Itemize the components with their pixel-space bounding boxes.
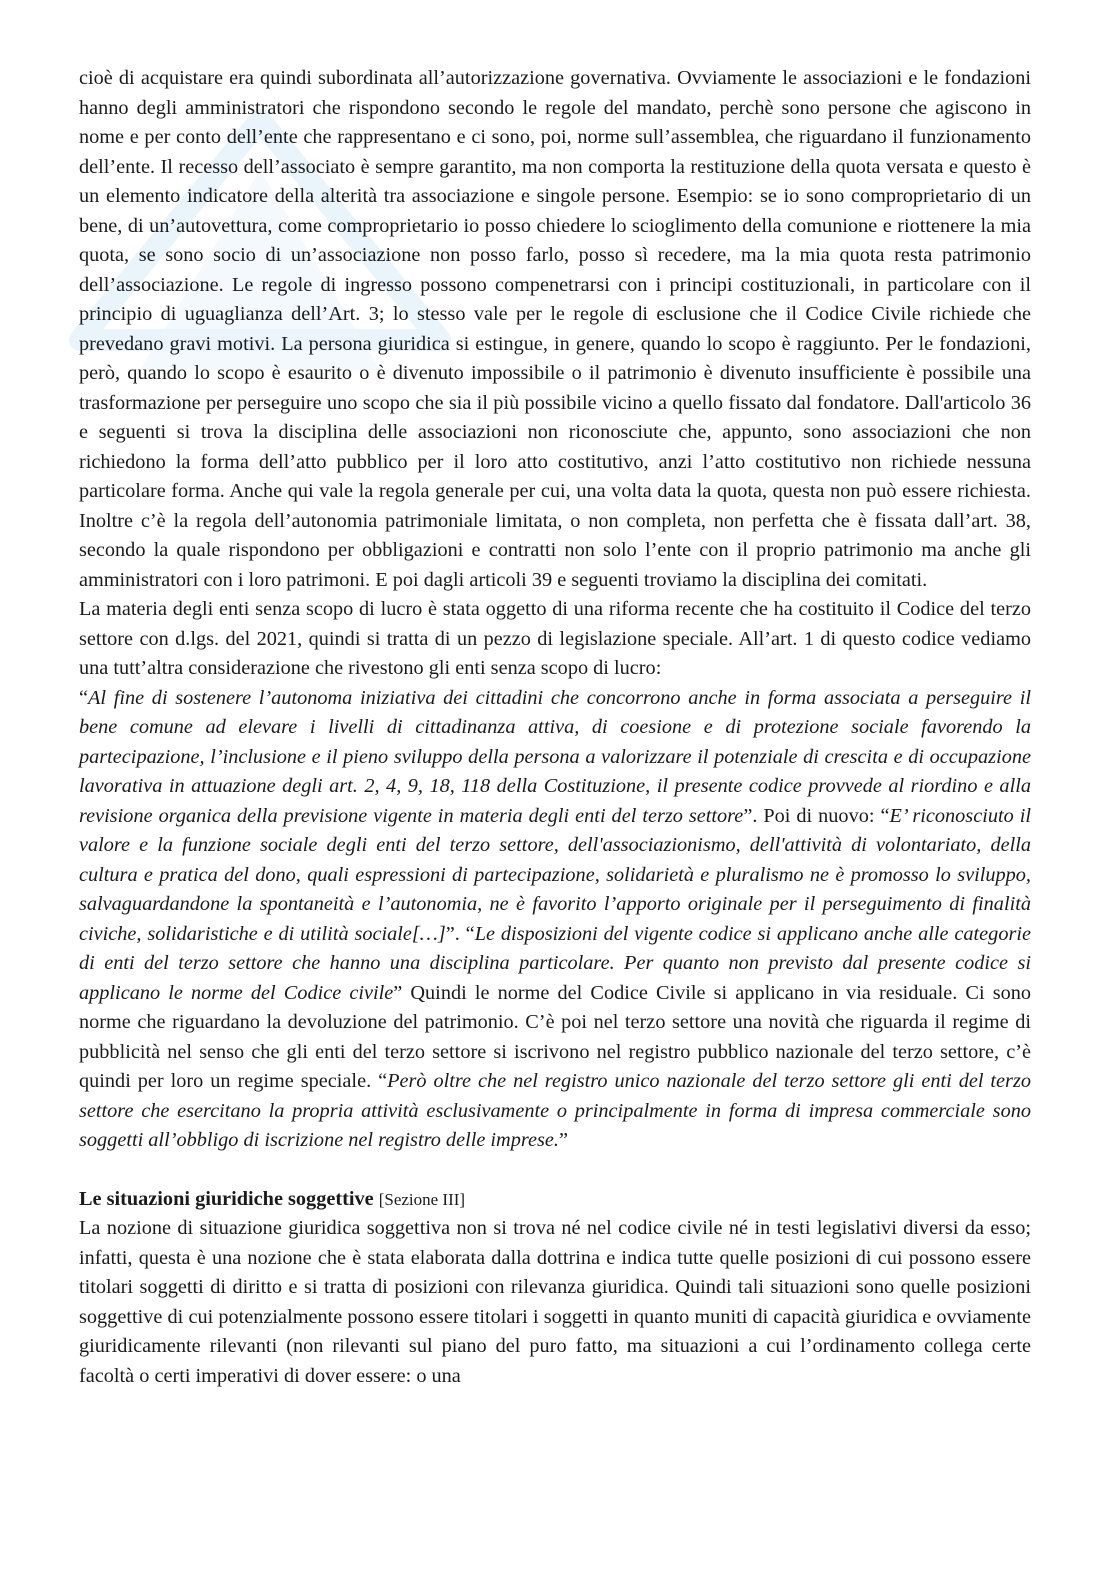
quote-registro: Però oltre che nel registro unico nazionale del terzo settore gli enti del terzo settore che esercitano la propria attività esclusivamente o principalmente in forma di impresa commerciale sono soggetti all’obbligo di iscrizione nel registro delle imprese.	[79, 1070, 1031, 1151]
section-label: [Sezione III]	[378, 1189, 466, 1209]
paragraph-1: cioè di acquistare era quindi subordinata all’autorizzazione governativa. Ovviamente le associazioni e le fondazioni hanno degli amministratori che rispondono secondo le regole del mandato, perchè sono persone che agiscono in nome e per conto dell’ente che rappresentano e ci sono, poi, norme sull’assemblea, che riguardano il funzionamento dell’ente. Il recesso dell’associato è sempre garantito, ma non comporta la restituzione della quota versata e questo è un elemento indicatore della alterità tra associazione e singole persone. Esempio: se io sono comproprietario di un bene, di un’autovettura, come comproprietario io posso chiedere lo scioglimento della comunione e riottenere la mia quota, se sono socio di un’associazione non posso farlo, posso sì recedere, ma la mia quota resta patrimonio dell’associazione. Le regole di ingresso possono compenetrarsi con i principi costituzionali, in particolare con il principio di uguaglianza dell’Art. 3; lo stesso vale per le regole di esclusione che il Codice Civile richiede che prevedano gravi motivi. La persona giuridica si estingue, in genere, quando lo scopo è raggiunto. Per le fondazioni, però, quando lo scopo è esaurito o è divenuto impossibile o il patrimonio è divenuto insufficiente è possibile una trasformazione per perseguire uno scopo che sia il più possibile vicino a quello fissato dal fondatore. Dall'articolo 36 e seguenti si trova la disciplina delle associazioni non riconosciute che, appunto, sono associazioni che non richiedono la forma dell’atto pubblico per il loro atto costitutivo, anzi l’atto costitutivo non richiede nessuna particolare forma. Anche qui vale la regola generale per cui, una volta data la quota, questa non può essere richiesta. Inoltre c’è la regola dell’autonomia patrimoniale limitata, o non completa, non perfetta che è fissata dall’art. 38, secondo la quale rispondono per obbligazioni e contratti non solo l’ente con il proprio patrimonio ma anche gli amministratori con i loro patrimoni. E poi dagli articoli 39 e seguenti troviamo la disciplina dei comitati.	[79, 67, 1031, 591]
section-heading	[79, 1185, 1031, 1215]
quote-article-1: Al fine di sostenere l’autonoma iniziativa dei cittadini che concorrono anche in forma associata a perseguire il bene comune ad elevare i livelli di cittadinanza attiva, di coesione e di protezione sociale favorendo la partecipazione, l’inclusione e il pieno sviluppo della persona a valorizzare il potenziale di crescita e di occupazione lavorativa in attuazione degli art. 2, 4, 9, 18, 118 della Costituzione, il presente codice provvede al riordino e alla revisione organica della previsione vigente in materia degli enti del terzo settore	[79, 686, 1031, 827]
document-page	[79, 64, 1031, 1391]
paragraph-2: La materia degli enti senza scopo di lucro è stata oggetto di una riforma recente che ha costituito il Codice del terzo settore con d.lgs. del 2021, quindi si tratta di un pezzo di legislazione speciale. All’art. 1 di questo codice vediamo una tutt’altra considerazione che rivestono gli enti senza scopo di lucro: “Al fine di sostenere l’autonoma iniziativa dei cittadini che concorrono anche in forma associata a perseguire il bene comune ad elevare i livelli di cittadinanza attiva, di coesione e di protezione sociale favorendo la partecipazione, l’inclusione e il pieno sviluppo della persona a valorizzare il potenziale di crescita e di occupazione lavorativa in attuazione degli art. 2, 4, 9, 18, 118 della Costituzione, il presente codice provvede al riordino e alla revisione organica della previsione vigente in materia degli enti del terzo settore”. Poi di nuovo: “E’ riconosciuto il valore e la funzione sociale degli enti del terzo settore, dell'associazionismo, dell'attività di volontariato, della cultura e pratica del dono, quali espressioni di partecipazione, solidarietà e pluralismo ne è promosso lo sviluppo, salvaguardandone la spontaneità e l’autonomia, ne è favorito l’apporto originale per il perseguimento di finalità civiche, solidaristiche e di utilità sociale[…]”. “Le disposizioni del vigente codice si applicano anche alle categorie di enti del terzo settore che hanno una disciplina particolare. Per quanto non previsto dal presente codice si applicano le norme del Codice civile” Quindi le norme del Codice Civile si applicano in via residuale. Ci sono norme che riguardano la devoluzione del patrimonio. C’è poi nel terzo settore una novità che riguarda il regime di pubblicità nel senso che gli enti del terzo settore si iscrivono nel registro pubblico nazionale del terzo settore, c’è quindi per loro un regime speciale. “Però oltre che nel registro unico nazionale del terzo settore gli enti del terzo settore che esercitano la propria attività esclusivamente o principalmente in forma di impresa commerciale sono soggetti all’obbligo di iscrizione nel registro delle imprese.”	[79, 598, 1032, 1151]
quote-article-2: E’ riconosciuto il valore e la funzione sociale degli enti del terzo settore, dell'associazionismo, dell'attività di volontariato, della cultura e pratica del dono, quali espressioni di partecipazione, solidarietà e pluralismo ne è promosso lo sviluppo, salvaguardandone la spontaneità e l’autonomia, ne è favorito l’apporto originale per il perseguimento di finalità civiche, solidaristiche e di utilità sociale[…]	[79, 804, 1032, 945]
paragraph-2-intro: La materia degli enti senza scopo di lucro è stata oggetto di una riforma recente che ha costituito il Codice del terzo settore con d.lgs. del 2021, quindi si tratta di un pezzo di legislazione speciale. All’art. 1 di questo codice vediamo una tutt’altra considerazione che rivestono gli enti senza scopo di lucro:	[79, 598, 1031, 679]
section-body: La nozione di situazione giuridica soggettiva non si trova né nel codice civile né in testi legislativi diversi da esso; infatti, questa è una nozione che è stata elaborata dalla dottrina e indica tutte quelle posizioni di cui possono essere titolari soggetti di diritto e si tratta di posizioni con rilevanza giuridica. Quindi tali situazioni sono quelle posizioni soggettive di cui potenzialmente possono essere titolari i soggetti in quanto muniti di capacità giuridica e ovviamente giuridicamente rilevanti (non rilevanti sul piano del puro fatto, ma situazioni a cui l’ordinamento collega certe facoltà o certi imperativi di dover essere: o una	[79, 1217, 1031, 1387]
quote-article-3: Le disposizioni del vigente codice si applicano anche alle categorie di enti del terzo settore che hanno una disciplina particolare. Per quanto non previsto dal presente codice si applicano le norme del Codice civile	[79, 922, 1031, 1004]
section-title: Le situazioni giuridiche soggettive	[79, 1187, 374, 1210]
